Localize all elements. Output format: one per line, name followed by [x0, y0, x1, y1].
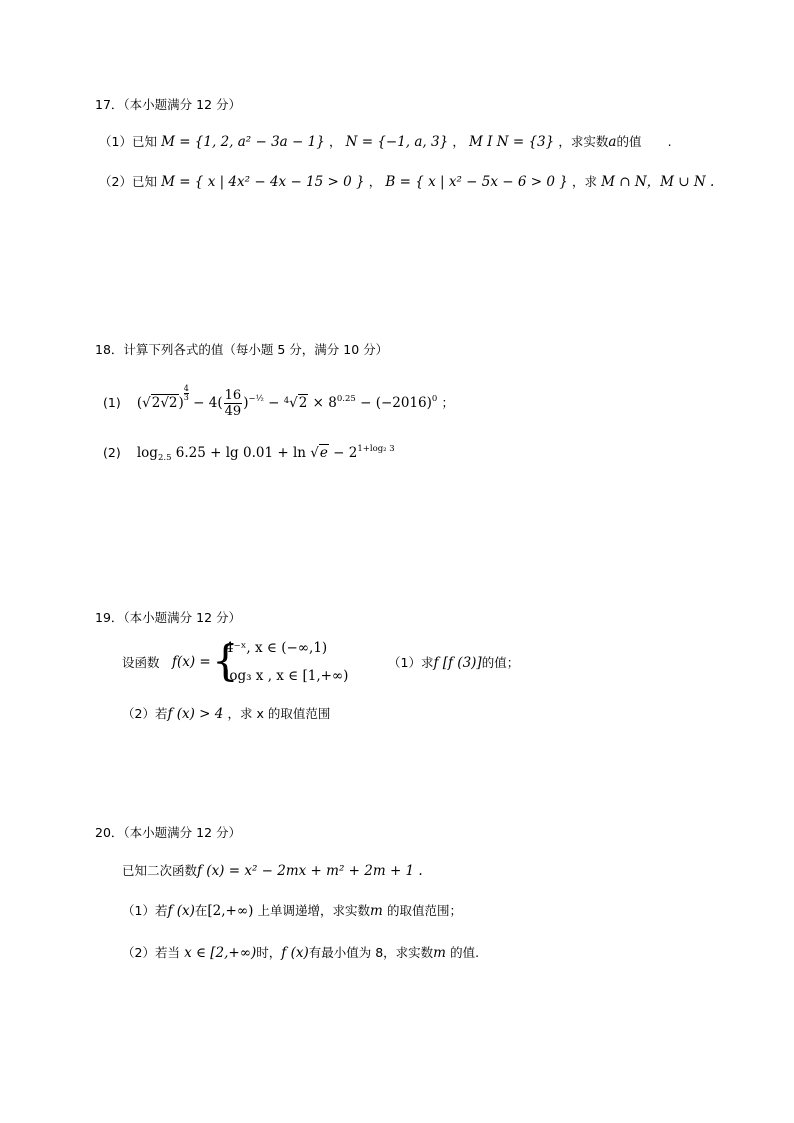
q19-p1-end: 的值；	[481, 655, 520, 670]
q17-part1: （1）已知 M = {1, 2, a² − 3a − 1} ， N = {−1, a, 3} ， M I N = {3} ，求实数a的值 .	[99, 134, 672, 150]
q19-case2: log₃ x , x ∈ [1,+∞)	[225, 668, 349, 684]
q18-sqrt-e: e	[319, 445, 328, 461]
q20-p1-mid: 在	[194, 903, 208, 918]
q18-exponent: 1+log₂ 3	[357, 444, 395, 454]
q20-p1-m: m	[370, 903, 383, 919]
q19-p1-label: （1）求	[388, 655, 434, 670]
q18-log-base: 2.5	[157, 453, 172, 463]
q20-p2-mid: 时，	[256, 945, 282, 960]
q17-p1-intersection: M I N = {3}	[469, 134, 555, 150]
q19-part1	[388, 657, 519, 671]
q20-p2-label: （2）若当	[122, 945, 180, 960]
q20-part2	[122, 947, 479, 961]
q17-p2-set-m: M = { x | 4x² − 4x − 15 > 0 }	[161, 174, 365, 190]
q17-part2: （2）已知 M = { x | 4x² − 4x − 15 > 0 } ， B = { x | x² − 5x − 6 > 0 } ，求 M ∩ N，M ∪ N .	[99, 174, 715, 190]
q17-p2-ask: ，求	[571, 174, 597, 189]
q19-fx: f(x) =	[172, 654, 211, 670]
q20-part1	[122, 905, 462, 919]
q17-p1-set-m: M = {1, 2, a² − 3a − 1}	[161, 134, 325, 150]
q18-part1	[103, 385, 454, 419]
q18-lg-part: + lg 0.01 + ln	[210, 445, 306, 461]
q18-p1-expression: (√2√2) $\frac{4}{3} - 4$( $\frac{16}{49}$ )$^{-\frac{1}{2}} - ^4√2 \times 8^{0.25} - (-2016)^0$	[136, 384, 438, 419]
q20-p2-end: 的值.	[450, 945, 480, 960]
q19-piecewise-brace: {	[212, 636, 239, 685]
q17-title: 17．（本小题满分 12 分）	[95, 97, 242, 112]
q17-p2-set-b: B = { x | x² − 5x − 6 > 0 }	[385, 174, 568, 190]
q20-p2-m: m	[433, 945, 446, 961]
q20-p1-end: 的取值范围；	[387, 903, 463, 918]
q19-def-label: 设函数	[122, 655, 160, 670]
q19-p2-label: （2）若	[122, 706, 168, 721]
q20-p1-label: （1）若	[122, 903, 168, 918]
q20-p2-fx: f (x)	[281, 945, 309, 961]
q19-p2-expr: f (x) > 4	[167, 706, 224, 722]
q18-p2-expression: $\log_{2.5} 6.25 + \lg 0.01 + \ln √e - 2^{1+log_2 3}$	[136, 444, 395, 463]
q18-p1-label: (1)	[103, 395, 121, 410]
q20-intro: 已知二次函数	[122, 863, 198, 878]
q18-p2-label: (2)	[103, 445, 121, 460]
q18-title: 18．计算下列各式的值（每小题 5 分，满分 10 分）	[95, 342, 389, 357]
q17-p1-end: 的值	[616, 134, 642, 149]
q17-p2-label: （2）已知	[99, 174, 157, 189]
q20-p1-interval: [2,+∞)	[207, 903, 254, 919]
q17-p1-set-n: N = {−1, a, 3}	[345, 134, 449, 150]
q20-intro-line	[122, 865, 423, 879]
q18-minus-two: − 2	[333, 445, 358, 461]
q19-title: 19．（本小题满分 12 分）	[95, 610, 242, 625]
q20-p2-cond: x ∈ [2,+∞)	[184, 945, 257, 961]
q17-p1-ask: ，求实数	[558, 134, 609, 149]
q17-p1-dot: .	[667, 134, 672, 149]
q20-func: f (x) = x² − 2mx + m² + 2m + 1 .	[197, 863, 423, 879]
q19-p2-end: ，求 x 的取值范围	[227, 706, 331, 721]
q17-p1-label: （1）已知	[99, 134, 157, 149]
q17-p1-var-a: a	[608, 134, 617, 150]
q20-p2-tail: 有最小值为 8，求实数	[308, 945, 434, 960]
q18-p1-tail: ；	[441, 395, 454, 410]
q20-title: 20．（本小题满分 12 分）	[95, 825, 242, 840]
q19-p1-expr: f [f (3)]	[433, 655, 482, 671]
q17-p2-expressions: M ∩ N，M ∪ N .	[601, 174, 715, 190]
q20-p1-fx: f (x)	[167, 903, 195, 919]
q18-log-arg: 6.25	[175, 445, 206, 461]
q18-part2	[103, 445, 395, 463]
q20-p1-tail: 上单调递增，求实数	[257, 903, 371, 918]
q19-case1: 4⁻ˣ, x ∈ (−∞,1)	[225, 640, 328, 656]
q19-part2	[122, 708, 330, 722]
